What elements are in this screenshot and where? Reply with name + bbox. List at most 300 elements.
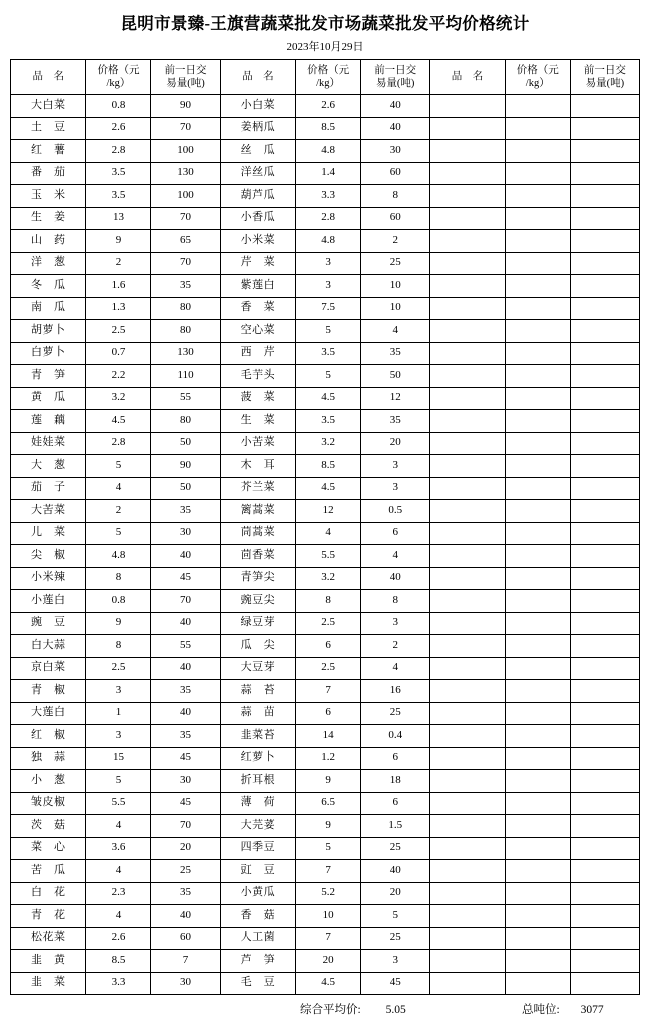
cell-volume [570, 432, 639, 455]
cell-name [430, 725, 505, 748]
cell-price: 5.5 [86, 792, 151, 815]
cell-price: 0.7 [86, 342, 151, 365]
cell-volume: 16 [361, 680, 430, 703]
cell-price [505, 140, 570, 163]
cell-price: 20 [296, 950, 361, 973]
cell-volume: 80 [151, 297, 220, 320]
table-row [11, 365, 640, 388]
cell-name: 大白菜 [11, 95, 86, 118]
cell-price: 1.6 [86, 275, 151, 298]
cell-price: 14 [296, 725, 361, 748]
cell-price [505, 207, 570, 230]
cell-price: 13 [86, 207, 151, 230]
table-row [11, 927, 640, 950]
cell-volume: 40 [151, 545, 220, 568]
cell-volume [570, 500, 639, 523]
cell-name: 冬 瓜 [11, 275, 86, 298]
cell-name [430, 905, 505, 928]
header-volume-line1: 前一日交 [583, 64, 626, 76]
cell-price: 8 [86, 635, 151, 658]
cell-name [430, 365, 505, 388]
cell-volume: 110 [151, 365, 220, 388]
cell-volume: 6 [361, 747, 430, 770]
cell-volume [570, 635, 639, 658]
cell-price: 9 [86, 230, 151, 253]
cell-name: 菠 菜 [220, 387, 295, 410]
cell-name: 大苦菜 [11, 500, 86, 523]
cell-volume: 45 [361, 972, 430, 995]
cell-volume: 35 [361, 410, 430, 433]
cell-price: 4 [296, 522, 361, 545]
table-row [11, 590, 640, 613]
cell-volume: 25 [151, 860, 220, 883]
cell-name [430, 95, 505, 118]
header-name-1: 品 名 [11, 60, 86, 95]
cell-volume: 55 [151, 387, 220, 410]
cell-name [430, 635, 505, 658]
cell-price: 5 [86, 455, 151, 478]
cell-name: 苦 瓜 [11, 860, 86, 883]
cell-price [505, 410, 570, 433]
cell-name: 小米辣 [11, 567, 86, 590]
cell-name [430, 702, 505, 725]
cell-name [430, 117, 505, 140]
cell-volume [570, 387, 639, 410]
cell-name: 丝 瓜 [220, 140, 295, 163]
cell-volume [570, 612, 639, 635]
cell-price: 4.8 [296, 140, 361, 163]
cell-volume [570, 275, 639, 298]
cell-name: 姜柄瓜 [220, 117, 295, 140]
cell-price [505, 365, 570, 388]
cell-volume: 2 [361, 230, 430, 253]
cell-volume: 12 [361, 387, 430, 410]
cell-volume: 0.4 [361, 725, 430, 748]
table-row [11, 297, 640, 320]
cell-name: 香 菜 [220, 297, 295, 320]
cell-volume [570, 140, 639, 163]
cell-price: 6.5 [296, 792, 361, 815]
cell-name: 生 菜 [220, 410, 295, 433]
cell-price [505, 792, 570, 815]
cell-price [505, 680, 570, 703]
cell-name: 紫莲白 [220, 275, 295, 298]
cell-volume: 45 [151, 747, 220, 770]
header-volume-line2: 易量(吨) [375, 78, 415, 89]
cell-price [505, 162, 570, 185]
cell-name: 黄 瓜 [11, 387, 86, 410]
cell-volume: 3 [361, 612, 430, 635]
cell-price [505, 320, 570, 343]
cell-volume [570, 725, 639, 748]
header-price-line1: 价格（元 [516, 64, 559, 76]
cell-volume: 130 [151, 162, 220, 185]
cell-name: 小米菜 [220, 230, 295, 253]
cell-volume: 70 [151, 815, 220, 838]
cell-volume [570, 162, 639, 185]
cell-volume [570, 702, 639, 725]
cell-price: 2.3 [86, 882, 151, 905]
header-volume-line2: 易量(吨) [166, 78, 205, 89]
header-volume-line2: 易量(吨) [585, 78, 625, 89]
cell-name [430, 950, 505, 973]
cell-name [430, 455, 505, 478]
cell-price: 9 [86, 612, 151, 635]
cell-volume: 35 [151, 725, 220, 748]
cell-name [430, 567, 505, 590]
header-price-line2: /kg） [106, 78, 131, 89]
cell-name [430, 275, 505, 298]
header-price-line2: /kg） [316, 78, 341, 89]
cell-name: 空心菜 [220, 320, 295, 343]
cell-price: 2.6 [86, 927, 151, 950]
table-row [11, 207, 640, 230]
cell-volume [570, 297, 639, 320]
header-volume-2 [361, 60, 430, 95]
cell-price [505, 950, 570, 973]
cell-volume [570, 545, 639, 568]
cell-volume [570, 860, 639, 883]
cell-price [505, 230, 570, 253]
cell-name: 芦 笋 [220, 950, 295, 973]
cell-price [505, 725, 570, 748]
cell-volume: 25 [361, 837, 430, 860]
table-row [11, 95, 640, 118]
table-row [11, 545, 640, 568]
cell-name: 茼蒿菜 [220, 522, 295, 545]
cell-volume [570, 972, 639, 995]
cell-name [430, 815, 505, 838]
cell-volume: 10 [361, 297, 430, 320]
cell-volume: 4 [361, 657, 430, 680]
cell-name: 莲 藕 [11, 410, 86, 433]
cell-volume [570, 342, 639, 365]
cell-name: 尖 椒 [11, 545, 86, 568]
cell-name [430, 545, 505, 568]
cell-price: 8.5 [296, 117, 361, 140]
cell-name: 小香瓜 [220, 207, 295, 230]
cell-name: 蒜 苔 [220, 680, 295, 703]
cell-price: 5 [296, 837, 361, 860]
cell-price: 2.5 [86, 657, 151, 680]
cell-volume: 8 [361, 590, 430, 613]
cell-volume: 10 [361, 275, 430, 298]
table-row [11, 612, 640, 635]
cell-price [505, 522, 570, 545]
cell-name [430, 657, 505, 680]
cell-price: 5 [86, 522, 151, 545]
cell-price [505, 455, 570, 478]
cell-price: 4 [86, 860, 151, 883]
table-row [11, 972, 640, 995]
cell-price: 4 [86, 815, 151, 838]
cell-price: 5.5 [296, 545, 361, 568]
cell-name: 白大蒜 [11, 635, 86, 658]
cell-name [430, 972, 505, 995]
cell-price: 6 [296, 635, 361, 658]
cell-price: 3.3 [86, 972, 151, 995]
cell-price [505, 747, 570, 770]
cell-volume: 3 [361, 455, 430, 478]
cell-volume: 60 [361, 207, 430, 230]
cell-volume: 30 [151, 972, 220, 995]
cell-volume [570, 927, 639, 950]
cell-price: 3 [296, 252, 361, 275]
table-row [11, 477, 640, 500]
cell-name: 胡萝卜 [11, 320, 86, 343]
cell-name [430, 837, 505, 860]
cell-volume: 30 [151, 522, 220, 545]
cell-volume: 0.5 [361, 500, 430, 523]
cell-volume: 65 [151, 230, 220, 253]
cell-volume: 35 [151, 882, 220, 905]
cell-name: 西 芹 [220, 342, 295, 365]
cell-name: 红 薯 [11, 140, 86, 163]
cell-price: 0.8 [86, 590, 151, 613]
cell-price: 10 [296, 905, 361, 928]
cell-volume: 70 [151, 590, 220, 613]
cell-name: 独 蒜 [11, 747, 86, 770]
cell-price: 3.2 [296, 432, 361, 455]
cell-name: 白 花 [11, 882, 86, 905]
total-tonnage-summary [522, 1001, 604, 1017]
cell-name: 韭 黄 [11, 950, 86, 973]
cell-price [505, 252, 570, 275]
cell-price: 2.5 [296, 657, 361, 680]
cell-volume: 20 [361, 882, 430, 905]
cell-name: 韭 菜 [11, 972, 86, 995]
cell-volume [570, 410, 639, 433]
cell-name: 大豆芽 [220, 657, 295, 680]
table-row [11, 657, 640, 680]
cell-price [505, 477, 570, 500]
cell-price [505, 905, 570, 928]
cell-volume [570, 230, 639, 253]
cell-volume: 1.5 [361, 815, 430, 838]
cell-volume: 40 [151, 612, 220, 635]
cell-price: 2.2 [86, 365, 151, 388]
cell-price [505, 185, 570, 208]
table-row [11, 725, 640, 748]
cell-price: 3 [296, 275, 361, 298]
cell-price: 3.5 [296, 410, 361, 433]
cell-volume: 3 [361, 950, 430, 973]
cell-volume: 35 [151, 500, 220, 523]
cell-price: 2.8 [296, 207, 361, 230]
cell-price [505, 882, 570, 905]
cell-name: 松花菜 [11, 927, 86, 950]
cell-name: 红 椒 [11, 725, 86, 748]
table-row [11, 275, 640, 298]
cell-volume: 70 [151, 207, 220, 230]
table-header [11, 60, 640, 95]
cell-volume: 35 [151, 275, 220, 298]
cell-price: 4.5 [296, 387, 361, 410]
cell-name [430, 297, 505, 320]
average-price-summary [300, 1001, 406, 1017]
cell-name: 蒜 苗 [220, 702, 295, 725]
cell-volume: 40 [151, 905, 220, 928]
table-row [11, 522, 640, 545]
cell-price: 6 [296, 702, 361, 725]
cell-price: 5 [86, 770, 151, 793]
header-volume-line1: 前一日交 [374, 64, 417, 76]
cell-price [505, 770, 570, 793]
cell-volume [570, 815, 639, 838]
header-volume-line1: 前一日交 [164, 64, 207, 76]
cell-name: 皱皮椒 [11, 792, 86, 815]
table-row [11, 567, 640, 590]
cell-name: 青 笋 [11, 365, 86, 388]
cell-price [505, 342, 570, 365]
cell-volume [570, 522, 639, 545]
cell-price: 7 [296, 927, 361, 950]
cell-volume: 20 [151, 837, 220, 860]
cell-name [430, 230, 505, 253]
cell-price [505, 837, 570, 860]
cell-price: 3.2 [86, 387, 151, 410]
cell-volume [570, 950, 639, 973]
cell-price: 2.8 [86, 432, 151, 455]
table-row [11, 185, 640, 208]
cell-name: 绿豆芽 [220, 612, 295, 635]
cell-name: 娃娃菜 [11, 432, 86, 455]
cell-name: 小黄瓜 [220, 882, 295, 905]
cell-name: 茄 子 [11, 477, 86, 500]
cell-price [505, 972, 570, 995]
cell-price: 2 [86, 500, 151, 523]
cell-name [430, 747, 505, 770]
table-row [11, 905, 640, 928]
cell-price: 4 [86, 905, 151, 928]
cell-name [430, 320, 505, 343]
cell-price [505, 297, 570, 320]
cell-price [505, 702, 570, 725]
price-table [10, 59, 640, 995]
total-tonnage-label: 总吨位: [522, 1004, 560, 1016]
cell-price: 3.5 [86, 162, 151, 185]
cell-name [430, 410, 505, 433]
cell-volume: 60 [151, 927, 220, 950]
cell-volume [570, 680, 639, 703]
table-row [11, 410, 640, 433]
cell-name [430, 387, 505, 410]
cell-name: 土 豆 [11, 117, 86, 140]
cell-name: 小莲白 [11, 590, 86, 613]
cell-volume [570, 882, 639, 905]
cell-price: 1.4 [296, 162, 361, 185]
cell-name: 儿 菜 [11, 522, 86, 545]
report-date: 2023年10月29日 [286, 41, 364, 53]
cell-price [505, 432, 570, 455]
cell-name [430, 477, 505, 500]
cell-volume [570, 95, 639, 118]
cell-volume: 20 [361, 432, 430, 455]
cell-price: 3.3 [296, 185, 361, 208]
cell-name [430, 342, 505, 365]
cell-name: 京白菜 [11, 657, 86, 680]
cell-price: 2.5 [86, 320, 151, 343]
cell-price: 15 [86, 747, 151, 770]
cell-name: 青笋尖 [220, 567, 295, 590]
cell-name [430, 500, 505, 523]
cell-name [430, 860, 505, 883]
cell-name [430, 162, 505, 185]
cell-name: 山 药 [11, 230, 86, 253]
cell-name [430, 612, 505, 635]
header-volume-3 [570, 60, 639, 95]
cell-volume: 18 [361, 770, 430, 793]
cell-price: 3.5 [86, 185, 151, 208]
header-volume-1 [151, 60, 220, 95]
cell-price: 1.2 [296, 747, 361, 770]
cell-price: 2 [86, 252, 151, 275]
cell-volume: 45 [151, 567, 220, 590]
cell-volume [570, 770, 639, 793]
table-row [11, 230, 640, 253]
cell-name [430, 185, 505, 208]
header-row [11, 60, 640, 95]
cell-name: 芥兰菜 [220, 477, 295, 500]
cell-volume [570, 185, 639, 208]
cell-name: 大 葱 [11, 455, 86, 478]
table-row [11, 950, 640, 973]
cell-name: 青 椒 [11, 680, 86, 703]
cell-name [430, 927, 505, 950]
header-price-line2: /kg） [525, 78, 550, 89]
cell-price [505, 612, 570, 635]
cell-volume: 50 [151, 477, 220, 500]
table-row [11, 792, 640, 815]
cell-volume: 35 [361, 342, 430, 365]
table-row [11, 747, 640, 770]
cell-volume: 30 [361, 140, 430, 163]
cell-name: 小白菜 [220, 95, 295, 118]
cell-price: 8 [296, 590, 361, 613]
cell-name: 木 耳 [220, 455, 295, 478]
table-row [11, 387, 640, 410]
cell-price [505, 387, 570, 410]
cell-volume [570, 657, 639, 680]
cell-volume [570, 365, 639, 388]
cell-price: 4.8 [86, 545, 151, 568]
cell-price: 5 [296, 320, 361, 343]
table-row [11, 140, 640, 163]
cell-name [430, 680, 505, 703]
cell-volume: 90 [151, 95, 220, 118]
table-row [11, 320, 640, 343]
cell-price: 8.5 [86, 950, 151, 973]
cell-name: 葫芦瓜 [220, 185, 295, 208]
table-row [11, 162, 640, 185]
cell-name: 红萝卜 [220, 747, 295, 770]
table-row [11, 252, 640, 275]
cell-volume: 50 [151, 432, 220, 455]
cell-name: 生 姜 [11, 207, 86, 230]
table-row [11, 342, 640, 365]
cell-name: 豇 豆 [220, 860, 295, 883]
cell-volume: 6 [361, 792, 430, 815]
cell-volume: 40 [151, 657, 220, 680]
cell-name: 番 茄 [11, 162, 86, 185]
cell-price: 9 [296, 815, 361, 838]
cell-price [505, 657, 570, 680]
cell-price: 3.2 [296, 567, 361, 590]
cell-price [505, 635, 570, 658]
cell-volume: 80 [151, 320, 220, 343]
cell-volume: 25 [361, 252, 430, 275]
cell-price: 1 [86, 702, 151, 725]
